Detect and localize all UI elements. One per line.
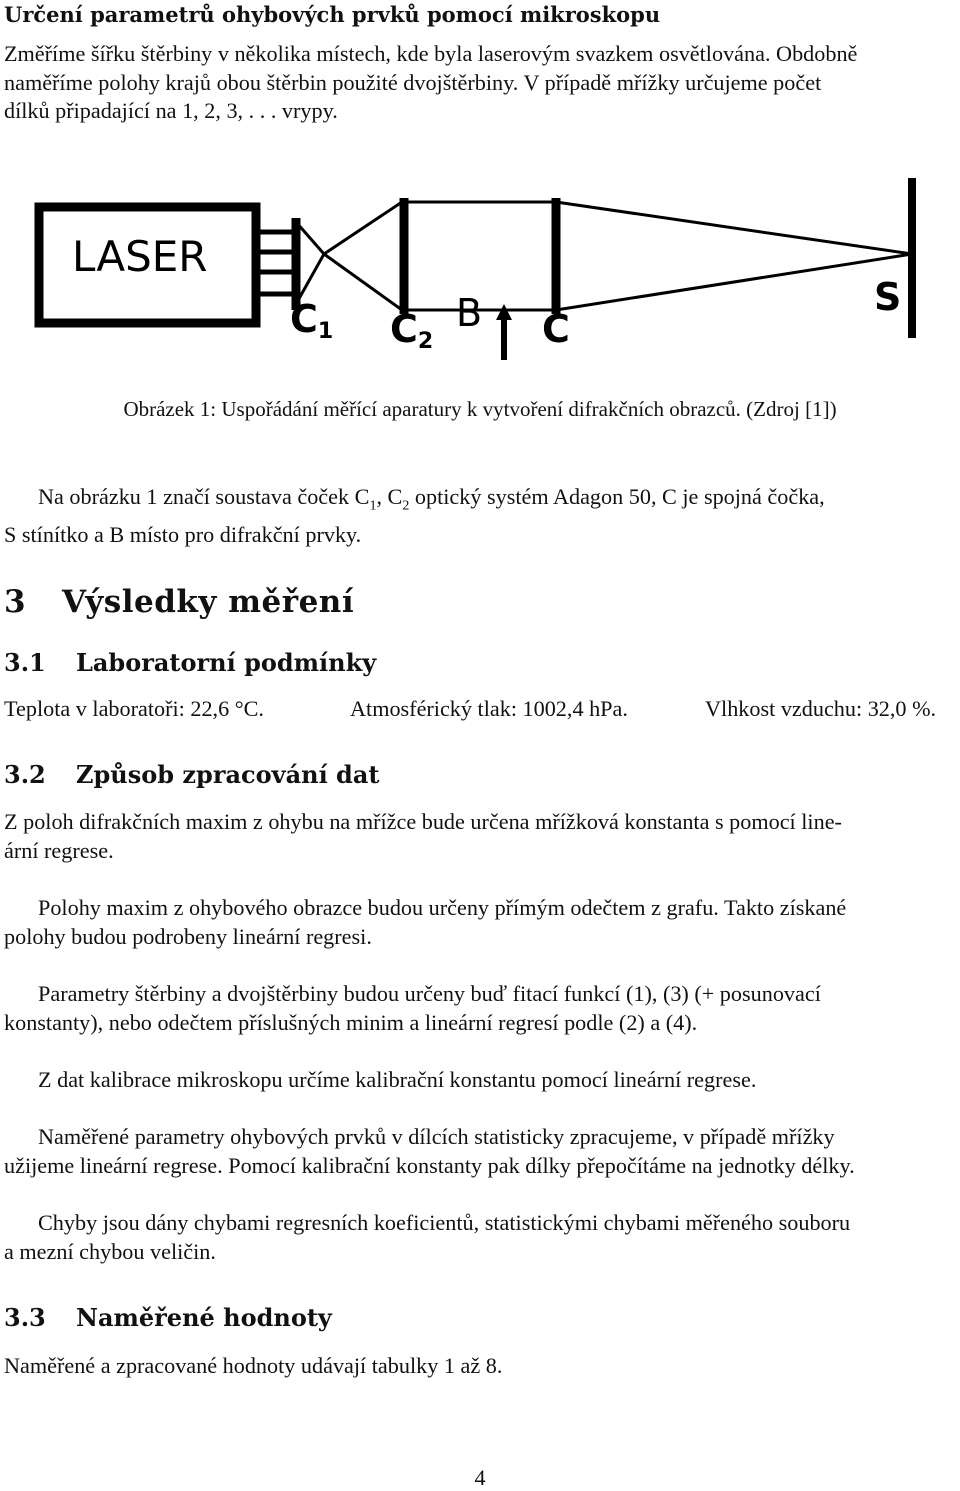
text-line: Změříme šířku štěrbiny v několika místech, kde byla laserovým svazkem osvětlována. Obdobně	[4, 41, 858, 66]
text-line: Z poloh difrakčních maxim z ohybu na mřížce bude určena mřížková konstanta s pomocí line-	[4, 809, 842, 834]
note-part: , C	[376, 484, 403, 509]
subsection-number: 3.3	[4, 1303, 46, 1332]
text-line: polohy budou podrobeny lineární regresi.	[4, 923, 372, 949]
subsection-heading	[4, 648, 376, 677]
text-line: S stínítko a B místo pro difrakční prvky.	[4, 521, 362, 547]
text-line: Naměřené a zpracované hodnoty udávají tabulky 1 až 8.	[4, 1353, 503, 1378]
humidity-text: Vlhkost vzduchu: 32,0 %.	[705, 696, 937, 721]
measured-values-paragraph	[4, 1352, 956, 1381]
text-line	[4, 483, 956, 521]
apparatus-diagram	[34, 170, 934, 370]
text-line: a mezní chybou veličin.	[4, 1238, 216, 1264]
beam-ray	[324, 254, 402, 310]
processing-paragraph-3	[4, 980, 956, 1037]
paragraph-heading: Určení parametrů ohybových prvků pomocí mikroskopu	[4, 2, 661, 27]
note-part: optický systém Adagon 50, C je spojná čočka,	[409, 484, 825, 509]
laser-label: LASER	[72, 232, 208, 281]
section-heading	[4, 584, 354, 620]
processing-paragraph-4	[4, 1066, 956, 1095]
processing-paragraph-1	[4, 808, 956, 865]
text-line: Naměřené parametry ohybových prvků v dílcích statisticky zpracujeme, v případě mřížky	[38, 1124, 835, 1149]
subscript: 1	[369, 498, 377, 514]
b-marker-arrowhead	[496, 304, 512, 320]
section-title: Výsledky měření	[62, 584, 355, 620]
subsection-title: Laboratorní podmínky	[76, 648, 377, 677]
label-b: B	[456, 291, 483, 335]
note-part: Na obrázku 1 značí soustava čoček C	[38, 484, 370, 509]
subsection-title: Způsob zpracování dat	[76, 760, 380, 789]
figure-note-paragraph	[4, 483, 956, 549]
processing-paragraph-2	[4, 894, 956, 951]
beam-ray	[324, 202, 402, 254]
intro-paragraph	[4, 40, 956, 126]
subsection-title: Naměřené hodnoty	[76, 1303, 332, 1332]
text-line: Chyby jsou dány chybami regresních koeficientů, statistickými chybami měřeného souboru	[38, 1210, 851, 1235]
label-c: C	[542, 307, 570, 351]
text-line: Parametry štěrbiny a dvojštěrbiny budou určeny buď fitací funkcí (1), (3) (+ posunovací	[38, 981, 821, 1006]
subsection-heading	[4, 1303, 332, 1332]
beam-ray	[556, 254, 912, 310]
pressure-text: Atmosférický tlak: 1002,4 hPa.	[350, 696, 628, 721]
label-c2: C2	[390, 307, 434, 354]
figure-caption: Obrázek 1: Uspořádání měřící aparatury k vytvoření difrakčních obrazců. (Zdroj [1])	[123, 397, 837, 421]
text-line: konstanty), nebo odečtem příslušných minim a lineární regresí podle (2) a (4).	[4, 1009, 698, 1035]
beam-ray	[556, 202, 912, 254]
subsection-number: 3.1	[4, 648, 46, 677]
temperature-text: Teplota v laboratoři: 22,6 °C.	[4, 696, 264, 721]
processing-paragraph-5	[4, 1123, 956, 1180]
text-line: Z dat kalibrace mikroskopu určíme kalibrační konstantu pomocí lineární regrese.	[38, 1067, 757, 1092]
text-line: dílků připadající na 1, 2, 3, . . . vrypy.	[4, 98, 338, 123]
subsection-heading	[4, 760, 379, 789]
subscript: 2	[402, 498, 410, 514]
processing-paragraph-6	[4, 1209, 956, 1266]
label-c1: C1	[290, 297, 334, 344]
label-s: S	[874, 275, 902, 319]
section-number: 3	[4, 584, 27, 620]
page-number: 4	[474, 1465, 486, 1490]
subsection-number: 3.2	[4, 760, 46, 789]
text-line: užijeme lineární regrese. Pomocí kalibrační konstanty pak dílky přepočítáme na jednotky délky.	[4, 1152, 855, 1178]
text-line: Polohy maxim z ohybového obrazce budou určeny přímým odečtem z grafu. Takto získané	[38, 895, 847, 920]
text-line: naměříme polohy krajů obou štěrbin použité dvojštěrbiny. V případě mřížky určujeme počet	[4, 69, 822, 95]
text-line: ární regrese.	[4, 837, 114, 863]
